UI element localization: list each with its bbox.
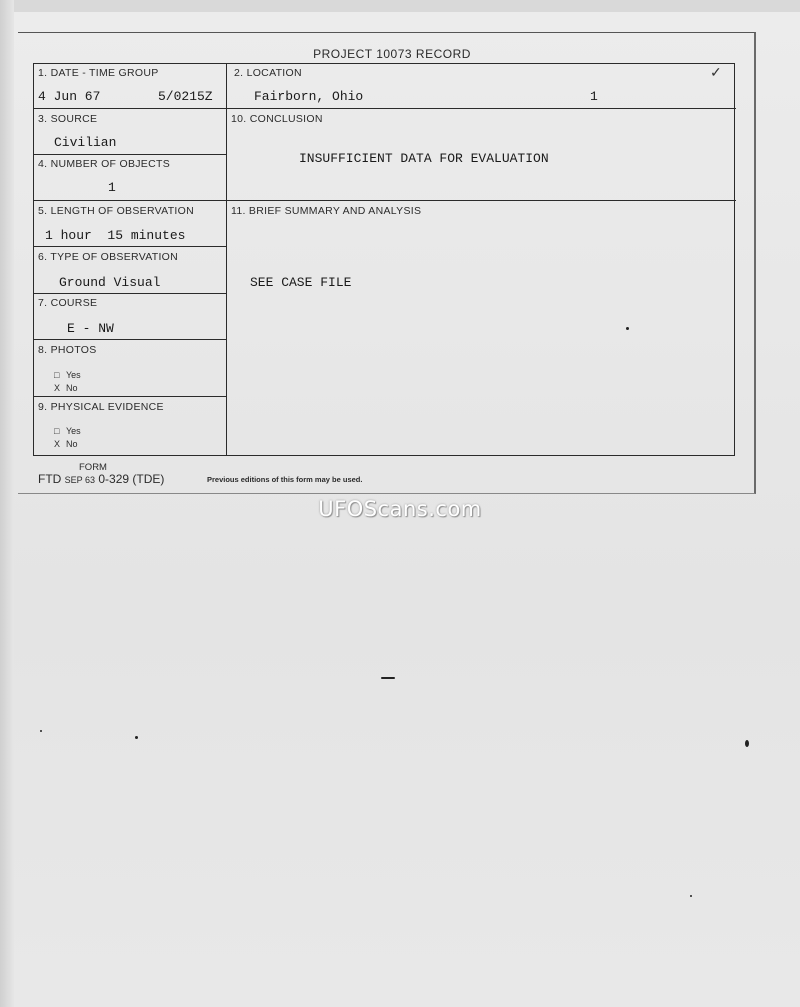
summary-label: 11. BRIEF SUMMARY AND ANALYSIS xyxy=(231,205,422,217)
row-divider xyxy=(34,200,736,201)
checkbox-x-icon: X xyxy=(54,439,61,449)
footer-form-word: FORM xyxy=(79,462,107,473)
source-value: Civilian xyxy=(54,135,117,150)
time-value: 5/0215Z xyxy=(158,89,213,104)
footer-code-number: 0-329 (TDE) xyxy=(98,472,165,486)
physical-evidence-no-label: No xyxy=(66,439,78,449)
scan-speck xyxy=(626,327,629,330)
form-title: PROJECT 10073 RECORD xyxy=(313,47,471,61)
watermark-text: UFOScans.com xyxy=(318,497,482,521)
photos-no-option xyxy=(54,383,78,393)
physical-evidence-label: 9. PHYSICAL EVIDENCE xyxy=(38,401,164,413)
type-of-observation-label: 6. TYPE OF OBSERVATION xyxy=(38,251,179,263)
type-of-observation-value: Ground Visual xyxy=(59,275,161,290)
source-label: 3. SOURCE xyxy=(38,113,98,125)
physical-evidence-yes-label: Yes xyxy=(66,426,81,436)
length-of-observation-value: 1 hour 15 minutes xyxy=(45,228,186,243)
scan-speck xyxy=(381,677,395,679)
footer-code-date: SEP 63 xyxy=(64,475,96,485)
physical-evidence-yes-option xyxy=(54,426,81,436)
physical-evidence-no-option xyxy=(54,439,78,449)
row-divider xyxy=(34,396,226,397)
scan-speck xyxy=(40,730,42,732)
footer-note: Previous editions of this form may be used. xyxy=(207,475,363,484)
course-label: 7. COURSE xyxy=(38,297,98,309)
footer-form-code xyxy=(38,472,164,486)
length-of-observation-label: 5. LENGTH OF OBSERVATION xyxy=(38,205,194,217)
row-divider xyxy=(34,246,226,247)
scan-speck xyxy=(745,740,749,747)
check-mark-icon: ✓ xyxy=(710,64,722,80)
location-label: 2. LOCATION xyxy=(234,67,302,79)
course-value: E - NW xyxy=(67,321,114,336)
checkbox-empty-icon: □ xyxy=(54,370,60,380)
scan-speck xyxy=(135,736,138,739)
scan-speck xyxy=(690,895,692,897)
photos-label: 8. PHOTOS xyxy=(38,344,97,356)
photos-yes-label: Yes xyxy=(66,370,81,380)
footer-code-prefix: FTD xyxy=(38,472,62,486)
scan-top-edge xyxy=(0,0,800,12)
conclusion-label: 10. CONCLUSION xyxy=(231,113,323,125)
photos-no-label: No xyxy=(66,383,78,393)
location-extra-value: 1 xyxy=(590,89,598,104)
summary-value: SEE CASE FILE xyxy=(250,275,352,290)
photos-yes-option xyxy=(54,370,81,380)
column-divider xyxy=(226,64,227,456)
row-divider xyxy=(34,108,736,109)
checkbox-empty-icon: □ xyxy=(54,426,60,436)
date-time-group-label: 1. DATE - TIME GROUP xyxy=(38,67,159,79)
number-of-objects-label: 4. NUMBER OF OBJECTS xyxy=(38,158,171,170)
row-divider xyxy=(34,293,226,294)
row-divider xyxy=(34,339,226,340)
conclusion-value: INSUFFICIENT DATA FOR EVALUATION xyxy=(299,151,549,166)
date-value: 4 Jun 67 xyxy=(38,89,101,104)
checkbox-x-icon: X xyxy=(54,383,61,393)
number-of-objects-value: 1 xyxy=(108,180,116,195)
location-value: Fairborn, Ohio xyxy=(254,89,364,104)
row-divider xyxy=(34,154,226,155)
